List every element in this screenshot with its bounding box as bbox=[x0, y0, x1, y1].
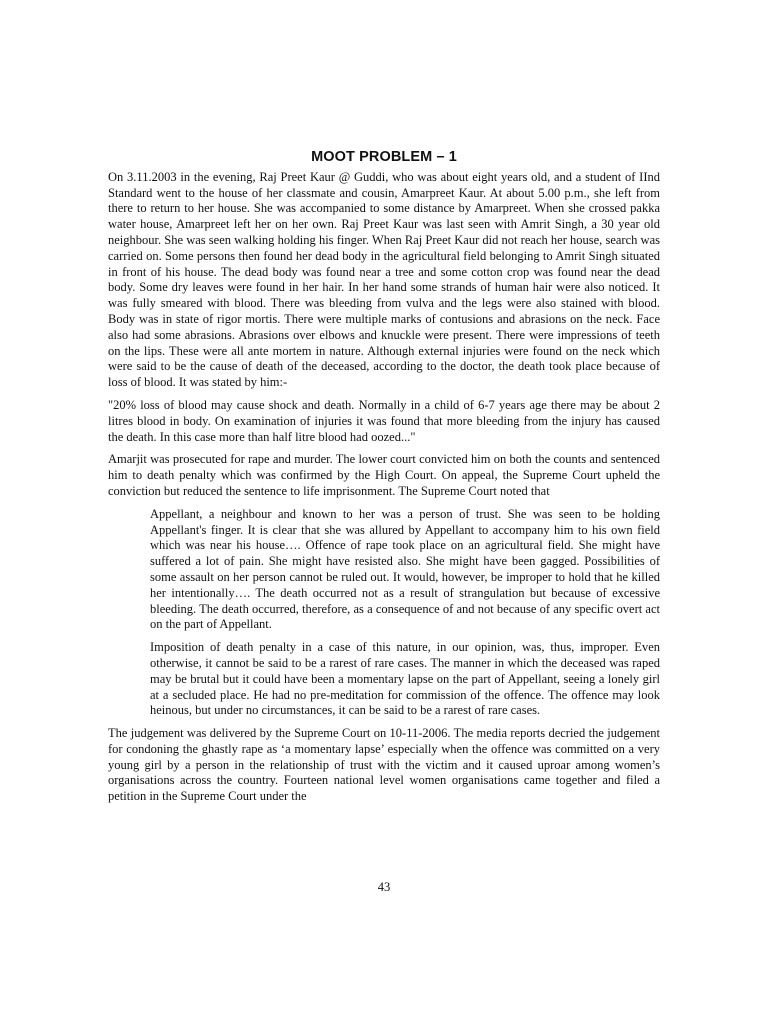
court-quote-paragraph: Appellant, a neighbour and known to her was a person of trust. She was seen to be holding Appellant's finger. It is clear that she was allured by Appellant to accompany him to his own field which was near his house…. Offence of rape took place on an agricultural field. She might have suffered a lot of pain. She might have resisted also. She might have been gagged. Possibilities of some assault on her person cannot be ruled out. It would, however, be improper to hold that he killed her intentionally…. The death occurred not as a result of strangulation but because of excessive bleeding. The death occurred, therefore, as a consequence of and not because of any specific overt act on the part of Appellant. bbox=[150, 506, 660, 632]
court-quote-paragraph: Imposition of death penalty in a case of this nature, in our opinion, was, thus, improper. Even otherwise, it cannot be said to be a rarest of rare cases. The manner in which the deceased was raped may be brutal but it could have been a momentary lapse on the part of Appellant, seeing a lonely girl at a secluded place. He had no pre-meditation for commission of the offence. The offence may look heinous, but under no circumstances, it can be said to be a rarest of rare cases. bbox=[150, 640, 660, 718]
page-number: 43 bbox=[377, 880, 391, 894]
doctor-statement-paragraph: "20% loss of blood may cause shock and death. Normally in a child of 6-7 years age there may be about 2 litres blood in body. On examination of injuries it was found that more bleeding from the injury has caused the death. In this case more than half litre blood had oozed..." bbox=[108, 397, 660, 444]
judgement-paragraph: The judgement was delivered by the Supreme Court on 10-11-2006. The media reports decried the judgement for condoning the ghastly rape as ‘a momentary lapse’ especially when the offence was committed on a very young girl by a person in the relationship of trust with the victim and it caused uproar among women’s organisations across the country. Fourteen national level women organisations came together and filed a petition in the Supreme Court under the bbox=[108, 726, 660, 804]
prosecution-paragraph: Amarjit was prosecuted for rape and murder. The lower court convicted him on both the counts and sentenced him to death penalty which was confirmed by the High Court. On appeal, the Supreme Court upheld the conviction but reduced the sentence to life imprisonment. The Supreme Court noted that bbox=[108, 452, 660, 498]
facts-paragraph: On 3.11.2003 in the evening, Raj Preet Kaur @ Guddi, who was about eight years old, and a student of IInd Standard went to the house of her classmate and cousin, Amarpreet Kaur. At about 5.00 p.m., she left from there to return to her house. She was accompanied to some distance by Amarpreet. When she crossed pakka water house, Amarpreet left her on her own. Raj Preet Kaur was last seen with Amrit Singh, a 30 year old neighbour. She was seen walking holding his finger. When Raj Preet Kaur did not reach her house, search was carried on. Some persons then found her dead body in the agricultural field belonging to Amrit Singh situated in front of his house. The dead body was found near a tree and some cotton crop was found near the dead body. Some dry leaves were found in her hair. In her hand some strands of human hair were also noticed. It was fully smeared with blood. There was bleeding from vulva and the legs were also stained with blood. Body was in state of rigor mortis. There were multiple marks of contusions and abrasions on the neck. Face also had some abrasions. Abrasions over elbows and knuckle were present. There were impressions of teeth on the lips. These were all ante mortem in nature. Although external injuries were found on the neck which were said to be the cause of death of the deceased, according to the doctor, the death took place because of loss of blood. It was stated by him:- bbox=[108, 169, 660, 390]
document-page bbox=[108, 150, 660, 812]
page-title: MOOT PROBLEM – 1 bbox=[311, 149, 457, 165]
